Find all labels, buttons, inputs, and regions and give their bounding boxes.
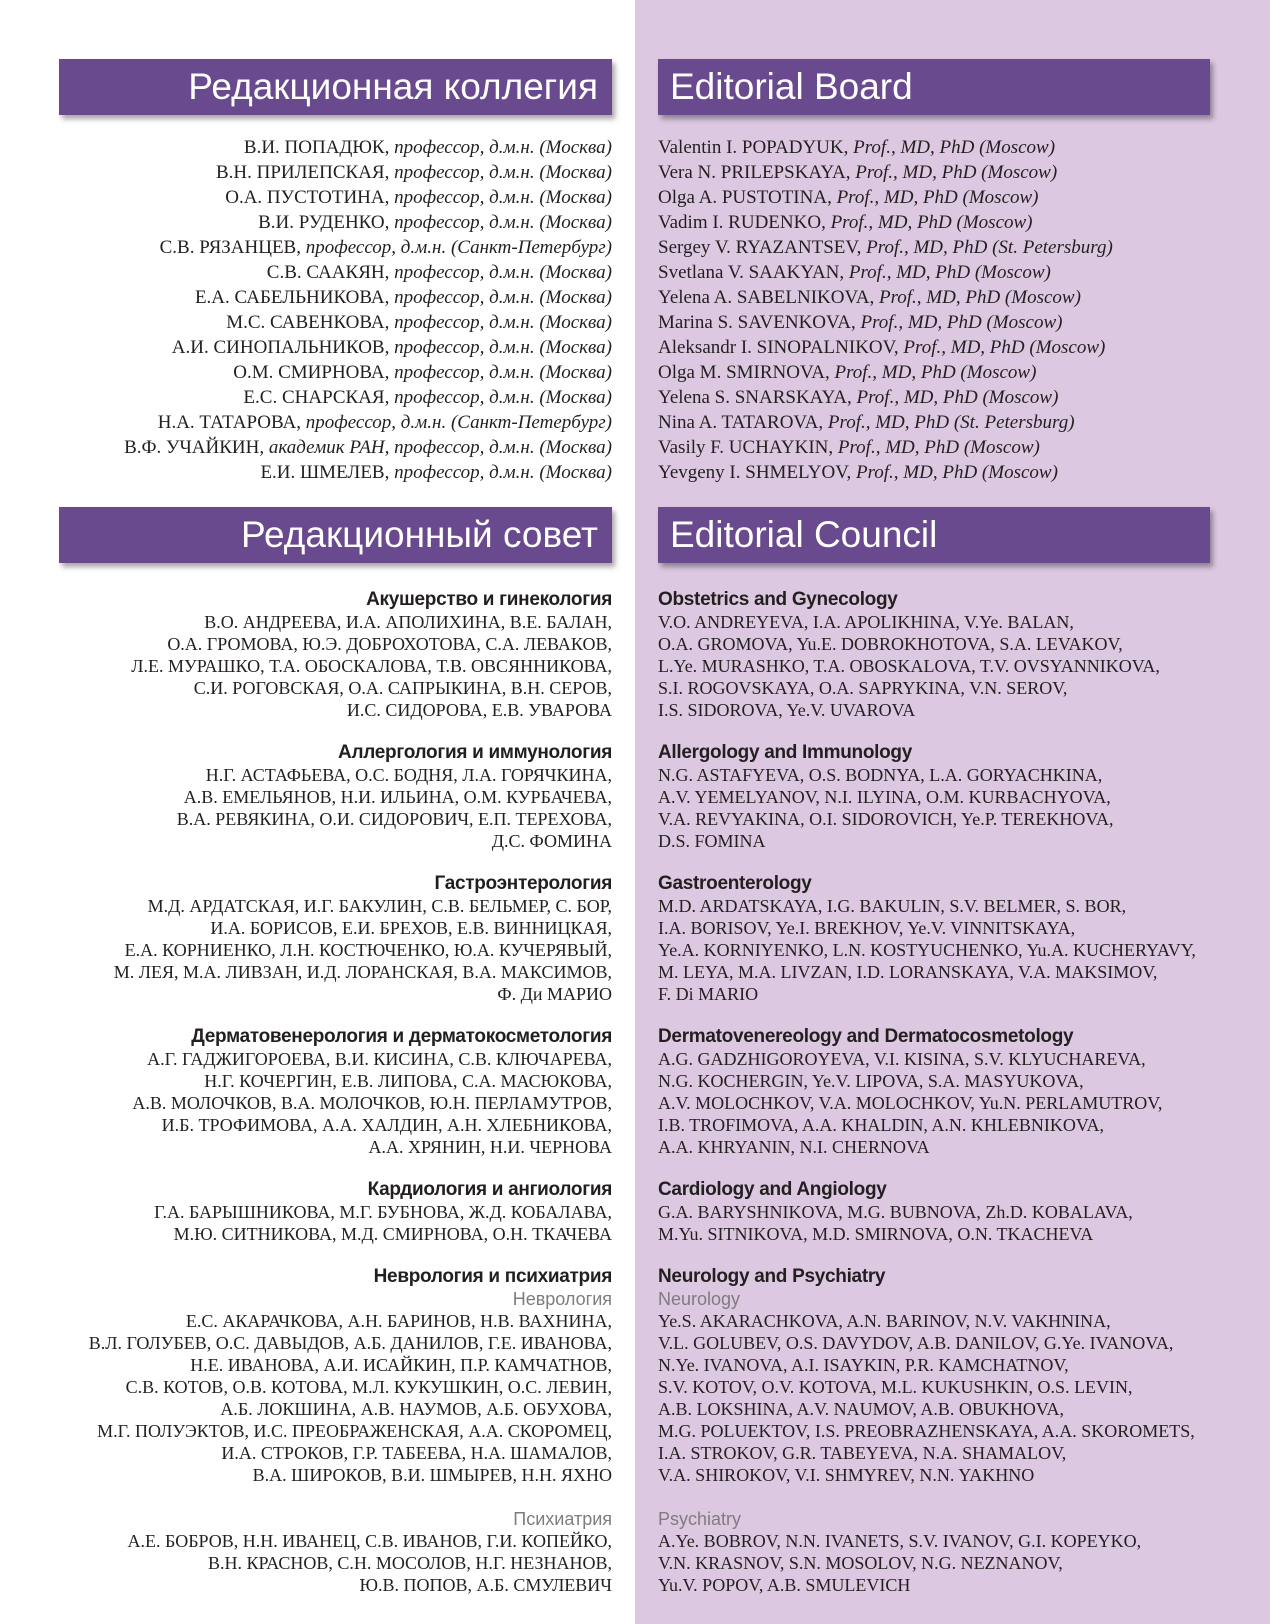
- member-credentials: Prof., MD, PhD (Moscow): [834, 362, 1037, 383]
- board-member: [658, 385, 1210, 410]
- member-name: Vera N. PRILEPSKAYA,: [658, 162, 851, 183]
- board-member: [59, 260, 612, 285]
- member-names-line: И.Б. ТРОФИМОВА, А.А. ХАЛДИН, А.Н. ХЛЕБНИКОВА,: [161, 1115, 612, 1135]
- member-names-line: Ye.A. KORNIYENKO, L.N. KOSTYUCHENKO, Yu.A. KUCHERYAVY,: [658, 940, 1196, 960]
- member-names-line: I.B. TROFIMOVA, A.A. KHALDIN, A.N. KHLEBNIKOVA,: [658, 1115, 1105, 1135]
- member-name: С.В. СААКЯН,: [266, 262, 390, 283]
- member-name: А.И. СИНОПАЛЬНИКОВ,: [171, 337, 390, 358]
- member-credentials: профессор, д.м.н. (Санкт-Петербург): [305, 237, 612, 258]
- member-name: Olga A. PUSTOTINA,: [658, 187, 832, 208]
- section-title: Дерматовенерология и дерматокосметология: [191, 1026, 612, 1047]
- editorial-board-list-ru: [59, 135, 612, 485]
- member-credentials: профессор, д.м.н. (Москва): [394, 162, 612, 183]
- council-section: [658, 873, 1210, 1005]
- member-names-line: V.L. GOLUBEV, O.S. DAVYDOV, A.B. DANILOV, G.Ye. IVANOVA,: [658, 1333, 1174, 1353]
- subsection-title: Neurology: [658, 1289, 741, 1309]
- council-section: [59, 1026, 612, 1158]
- member-names-line: С.И. РОГОВСКАЯ, О.А. САПРЫКИНА, В.Н. СЕРОВ,: [193, 678, 612, 698]
- section-title: Dermatovenereology and Dermatocosmetology: [658, 1026, 1074, 1047]
- member-names-line: Н.Г. КОЧЕРГИН, Е.В. ЛИПОВА, С.А. МАСЮКОВА,: [204, 1071, 612, 1091]
- board-member: [59, 435, 612, 460]
- board-member: [658, 235, 1210, 260]
- member-name: Yelena A. SABELNIKOVA,: [658, 287, 875, 308]
- board-member: [59, 310, 612, 335]
- member-credentials: профессор, д.м.н. (Москва): [394, 187, 612, 208]
- editorial-council-title-en: Editorial Council: [670, 514, 938, 555]
- editorial-council-list-en: [658, 589, 1210, 1617]
- member-name: О.М. СМИРНОВА,: [233, 362, 390, 383]
- member-credentials: Prof., MD, PhD (Moscow): [837, 437, 1040, 458]
- member-credentials: Prof., MD, PhD (Moscow): [903, 337, 1106, 358]
- member-credentials: Prof., MD, PhD (Moscow): [830, 212, 1033, 233]
- member-name: Valentin I. POPADYUK,: [658, 137, 849, 158]
- member-name: О.А. ПУСТОТИНА,: [225, 187, 390, 208]
- council-section: [658, 742, 1210, 852]
- member-names-line: Н.Е. ИВАНОВА, А.И. ИСАЙКИН, П.Р. КАМЧАТНОВ,: [190, 1355, 612, 1375]
- member-names-line: А.В. МОЛОЧКОВ, В.А. МОЛОЧКОВ, Ю.Н. ПЕРЛАМУТРОВ,: [132, 1093, 612, 1113]
- spacer: [59, 1486, 612, 1508]
- member-names-line: A.V. MOLOCHKOV, V.A. MOLOCHKOV, Yu.N. PERLAMUTROV,: [658, 1093, 1163, 1113]
- member-name: Svetlana V. SAAKYAN,: [658, 262, 845, 283]
- section-title: Allergology and Immunology: [658, 742, 912, 763]
- member-names-line: В.Л. ГОЛУБЕВ, О.С. ДАВЫДОВ, А.Б. ДАНИЛОВ, Г.Е. ИВАНОВА,: [88, 1333, 612, 1353]
- editorial-board-title-en: Editorial Board: [670, 66, 913, 107]
- member-names-line: М.Г. ПОЛУЭКТОВ, И.С. ПРЕОБРАЖЕНСКАЯ, А.А. СКОРОМЕЦ,: [97, 1421, 612, 1441]
- spacer: [658, 1486, 1210, 1508]
- member-name: Е.И. ШМЕЛЕВ,: [260, 462, 390, 483]
- member-names-line: В.А. ШИРОКОВ, В.И. ШМЫРЕВ, Н.Н. ЯХНО: [252, 1465, 612, 1485]
- board-member: [658, 160, 1210, 185]
- member-names-line: И.А. СТРОКОВ, Г.Р. ТАБЕЕВА, Н.А. ШАМАЛОВ,: [221, 1443, 612, 1463]
- member-name: Е.С. СНАРСКАЯ,: [243, 387, 390, 408]
- member-names-line: А.В. ЕМЕЛЬЯНОВ, Н.И. ИЛЬИНА, О.М. КУРБАЧЕВА,: [183, 787, 612, 807]
- member-name: Nina A. TATAROVA,: [658, 412, 824, 433]
- council-section: [658, 1266, 1210, 1596]
- member-credentials: профессор, д.м.н. (Москва): [394, 387, 612, 408]
- member-credentials: профессор, д.м.н. (Москва): [394, 462, 612, 483]
- board-member: [658, 260, 1210, 285]
- member-names-line: В.А. РЕВЯКИНА, О.И. СИДОРОВИЧ, Е.П. ТЕРЕХОВА,: [176, 809, 612, 829]
- member-names-line: F. Di MARIO: [658, 984, 759, 1004]
- section-title: Неврология и психиатрия: [373, 1266, 612, 1287]
- member-names-line: A.V. YEMELYANOV, N.I. ILYINA, O.M. KURBACHYOVA,: [658, 787, 1111, 807]
- board-member: [658, 335, 1210, 360]
- board-member: [59, 335, 612, 360]
- section-title: Gastroenterology: [658, 873, 812, 894]
- board-member: [59, 185, 612, 210]
- editorial-board-list-en: [658, 135, 1210, 485]
- member-names-line: Л.Е. МУРАШКО, Т.А. ОБОСКАЛОВА, Т.В. ОВСЯННИКОВА,: [131, 656, 612, 676]
- member-names-line: В.Н. КРАСНОВ, С.Н. МОСОЛОВ, Н.Г. НЕЗНАНОВ,: [208, 1553, 612, 1573]
- council-section: [658, 1179, 1210, 1245]
- member-credentials: Prof., MD, PhD (Moscow): [855, 462, 1058, 483]
- member-names-line: И.С. СИДОРОВА, Е.В. УВАРОВА: [346, 700, 612, 720]
- editorial-council-title-ru: Редакционный совет: [240, 514, 598, 555]
- member-name: Yelena S. SNARSKAYA,: [658, 387, 852, 408]
- board-member: [59, 410, 612, 435]
- member-names-line: G.A. BARYSHNIKOVA, M.G. BUBNOVA, Zh.D. KOBALAVA,: [658, 1202, 1133, 1222]
- member-names-line: Г.А. БАРЫШНИКОВА, М.Г. БУБНОВА, Ж.Д. КОБАЛАВА,: [154, 1202, 612, 1222]
- member-names-line: A.G. GADZHIGOROYEVA, V.I. KISINA, S.V. KLYUCHAREVA,: [658, 1049, 1146, 1069]
- member-names-line: S.V. KOTOV, O.V. KOTOVA, M.L. KUKUSHKIN, O.S. LEVIN,: [658, 1377, 1133, 1397]
- member-names-line: A.B. LOKSHINA, A.V. NAUMOV, A.B. OBUKHOVA,: [658, 1399, 1065, 1419]
- member-name: Olga M. SMIRNOVA,: [658, 362, 830, 383]
- subsection-title: Психиатрия: [513, 1509, 612, 1529]
- council-section: [59, 1179, 612, 1245]
- member-names-line: Д.С. ФОМИНА: [491, 831, 612, 851]
- member-names-line: Yu.V. POPOV, A.B. SMULEVICH: [658, 1575, 911, 1595]
- board-member: [658, 285, 1210, 310]
- member-names-line: M.D. ARDATSKAYA, I.G. BAKULIN, S.V. BELMER, S. BOR,: [658, 896, 1127, 916]
- member-name: М.С. САВЕНКОВА,: [226, 312, 390, 333]
- member-names-line: В.О. АНДРЕЕВА, И.А. АПОЛИХИНА, В.Е. БАЛАН,: [204, 612, 612, 632]
- member-names-line: А.Г. ГАДЖИГОРОЕВА, В.И. КИСИНА, С.В. КЛЮЧАРЕВА,: [147, 1049, 612, 1069]
- member-names-line: М.Д. АРДАТСКАЯ, И.Г. БАКУЛИН, С.В. БЕЛЬМЕР, С. БОР,: [147, 896, 612, 916]
- member-name: Vasily F. UCHAYKIN,: [658, 437, 834, 458]
- subsection-title: Неврология: [512, 1289, 612, 1309]
- member-name: Aleksandr I. SINOPALNIKOV,: [658, 337, 899, 358]
- subsection-title: Psychiatry: [658, 1509, 742, 1529]
- board-member: [59, 210, 612, 235]
- member-names-line: N.G. ASTAFYEVA, O.S. BODNYA, L.A. GORYACHKINA,: [658, 765, 1103, 785]
- member-name: С.В. РЯЗАНЦЕВ,: [159, 237, 301, 258]
- member-names-line: I.A. STROKOV, G.R. TABEYEVA, N.A. SHAMALOV,: [658, 1443, 1067, 1463]
- member-credentials: профессор, д.м.н. (Москва): [394, 362, 612, 383]
- member-credentials: Prof., MD, PhD (Moscow): [860, 312, 1063, 333]
- member-names-line: N.Ye. IVANOVA, A.I. ISAYKIN, P.R. KAMCHATNOV,: [658, 1355, 1069, 1375]
- member-names-line: А.А. ХРЯНИН, Н.И. ЧЕРНОВА: [368, 1137, 612, 1157]
- member-credentials: профессор, д.м.н. (Москва): [394, 287, 612, 308]
- member-names-line: Е.С. АКАРАЧКОВА, А.Н. БАРИНОВ, Н.В. ВАХНИНА,: [185, 1311, 612, 1331]
- section-title: Акушерство и гинекология: [366, 589, 612, 610]
- member-credentials: профессор, д.м.н. (Москва): [394, 137, 612, 158]
- board-member: [59, 285, 612, 310]
- council-section: [59, 873, 612, 1005]
- member-names-line: О.А. ГРОМОВА, Ю.Э. ДОБРОХОТОВА, С.А. ЛЕВАКОВ,: [167, 634, 612, 654]
- member-credentials: Prof., MD, PhD (Moscow): [878, 287, 1081, 308]
- member-names-line: D.S. FOMINA: [658, 831, 766, 851]
- member-names-line: I.A. BORISOV, Ye.I. BREKHOV, Ye.V. VINNITSKAYA,: [658, 918, 1076, 938]
- member-names-line: V.N. KRASNOV, S.N. MOSOLOV, N.G. NEZNANOV,: [658, 1553, 1063, 1573]
- member-names-line: Ю.В. ПОПОВ, А.Б. СМУЛЕВИЧ: [359, 1575, 612, 1595]
- board-member: [658, 135, 1210, 160]
- member-credentials: Prof., MD, PhD (Moscow): [856, 387, 1059, 408]
- member-credentials: академик РАН, профессор, д.м.н. (Москва): [268, 437, 612, 458]
- member-credentials: профессор, д.м.н. (Москва): [394, 212, 612, 233]
- member-names-line: L.Ye. MURASHKO, T.A. OBOSKALOVA, T.V. OVSYANNIKOVA,: [658, 656, 1160, 676]
- board-member: [658, 360, 1210, 385]
- board-member: [59, 385, 612, 410]
- board-member: [59, 160, 612, 185]
- board-member: [59, 460, 612, 485]
- member-names-line: I.S. SIDOROVA, Ye.V. UVAROVA: [658, 700, 916, 720]
- board-member: [59, 360, 612, 385]
- member-names-line: S.I. ROGOVSKAYA, O.A. SAPRYKINA, V.N. SEROV,: [658, 678, 1068, 698]
- board-member: [59, 235, 612, 260]
- member-names-line: Ф. Ди МАРИО: [497, 984, 612, 1004]
- member-names-line: Н.Г. АСТАФЬЕВА, О.С. БОДНЯ, Л.А. ГОРЯЧКИНА,: [205, 765, 612, 785]
- member-names-line: M.Yu. SITNIKOVA, M.D. SMIRNOVA, O.N. TKACHEVA: [658, 1224, 1094, 1244]
- section-title: Гастроэнтерология: [434, 873, 612, 894]
- editorial-council-banner-en: [658, 507, 1210, 563]
- section-title: Аллергология и иммунология: [338, 742, 612, 763]
- editorial-council-list-ru: [59, 589, 612, 1617]
- member-names-line: A.Ye. BOBROV, N.N. IVANETS, S.V. IVANOV, G.I. KOPEYKO,: [658, 1531, 1142, 1551]
- member-names-line: А.Б. ЛОКШИНА, А.В. НАУМОВ, А.Б. ОБУХОВА,: [220, 1399, 612, 1419]
- board-member: [658, 435, 1210, 460]
- member-names-line: Е.А. КОРНИЕНКО, Л.Н. КОСТЮЧЕНКО, Ю.А. КУЧЕРЯВЫЙ,: [124, 940, 612, 960]
- member-credentials: Prof., MD, PhD (Moscow): [836, 187, 1039, 208]
- member-names-line: V.A. REVYAKINA, O.I. SIDOROVICH, Ye.P. TEREKHOVA,: [658, 809, 1114, 829]
- member-names-line: С.В. КОТОВ, О.В. КОТОВА, М.Л. КУКУШКИН, О.С. ЛЕВИН,: [125, 1377, 612, 1397]
- member-names-line: Ye.S. AKARACHKOVA, A.N. BARINOV, N.V. VAKHNINA,: [658, 1311, 1111, 1331]
- board-member: [658, 460, 1210, 485]
- member-name: Sergey V. RYAZANTSEV,: [658, 237, 862, 258]
- member-credentials: Prof., MD, PhD (St. Petersburg): [827, 412, 1075, 433]
- member-names-line: N.G. KOCHERGIN, Ye.V. LIPOVA, S.A. MASYUKOVA,: [658, 1071, 1084, 1091]
- council-section: [59, 1266, 612, 1596]
- member-name: В.Ф. УЧАЙКИН,: [124, 437, 265, 458]
- section-title: Кардиология и ангиология: [367, 1179, 612, 1200]
- editorial-board-title-ru: Редакционная коллегия: [188, 66, 598, 107]
- section-title: Obstetrics and Gynecology: [658, 589, 898, 610]
- member-names-line: М. ЛЕЯ, М.А. ЛИВЗАН, И.Д. ЛОРАНСКАЯ, В.А. МАКСИМОВ,: [113, 962, 612, 982]
- member-names-line: M. LEYA, M.A. LIVZAN, I.D. LORANSKAYA, V.A. MAKSIMOV,: [658, 962, 1158, 982]
- member-credentials: Prof., MD, PhD (St. Petersburg): [866, 237, 1113, 258]
- member-credentials: профессор, д.м.н. (Москва): [394, 312, 612, 333]
- member-credentials: профессор, д.м.н. (Москва): [394, 262, 612, 283]
- council-section: [59, 589, 612, 721]
- board-member: [59, 135, 612, 160]
- board-member: [658, 410, 1210, 435]
- member-names-line: А.Е. БОБРОВ, Н.Н. ИВАНЕЦ, С.В. ИВАНОВ, Г.И. КОПЕЙКО,: [127, 1531, 612, 1551]
- member-credentials: Prof., MD, PhD (Moscow): [848, 262, 1051, 283]
- board-member: [658, 210, 1210, 235]
- editorial-board-banner-en: [658, 59, 1210, 115]
- member-credentials: профессор, д.м.н. (Москва): [394, 337, 612, 358]
- member-names-line: V.O. ANDREYEVA, I.A. APOLIKHINA, V.Ye. BALAN,: [658, 612, 1074, 632]
- member-name: Marina S. SAVENKOVA,: [658, 312, 856, 333]
- member-name: Е.А. САБЕЛЬНИКОВА,: [194, 287, 390, 308]
- member-names-line: М.Ю. СИТНИКОВА, М.Д. СМИРНОВА, О.Н. ТКАЧЕВА: [173, 1224, 612, 1244]
- member-names-line: И.А. БОРИСОВ, Е.И. БРЕХОВ, Е.В. ВИННИЦКАЯ,: [210, 918, 612, 938]
- member-name: Yevgeny I. SHMELYOV,: [658, 462, 852, 483]
- section-title: Cardiology and Angiology: [658, 1179, 887, 1200]
- board-member: [658, 185, 1210, 210]
- member-credentials: Prof., MD, PhD (Moscow): [853, 137, 1056, 158]
- member-name: В.Н. ПРИЛЕПСКАЯ,: [216, 162, 390, 183]
- board-member: [658, 310, 1210, 335]
- section-title: Neurology and Psychiatry: [658, 1266, 886, 1287]
- member-names-line: O.A. GROMOVA, Yu.E. DOBROKHOTOVA, S.A. LEVAKOV,: [658, 634, 1123, 654]
- member-names-line: M.G. POLUEKTOV, I.S. PREOBRAZHENSKAYA, A.A. SKOROMETS,: [658, 1421, 1195, 1441]
- editorial-council-banner-ru: [59, 507, 612, 563]
- member-name: В.И. ПОПАДЮК,: [243, 137, 390, 158]
- council-section: [59, 742, 612, 852]
- member-name: Vadim I. RUDENKO,: [658, 212, 826, 233]
- member-names-line: A.A. KHRYANIN, N.I. CHERNOVA: [658, 1137, 930, 1157]
- editorial-board-banner-ru: [59, 59, 612, 115]
- member-name: Н.А. ТАТАРОВА,: [157, 412, 301, 433]
- member-name: В.И. РУДЕНКО,: [258, 212, 390, 233]
- council-section: [658, 589, 1210, 721]
- member-credentials: профессор, д.м.н. (Санкт-Петербург): [305, 412, 612, 433]
- member-credentials: Prof., MD, PhD (Moscow): [855, 162, 1058, 183]
- member-names-line: V.A. SHIROKOV, V.I. SHMYREV, N.N. YAKHNO: [658, 1465, 1035, 1485]
- council-section: [658, 1026, 1210, 1158]
